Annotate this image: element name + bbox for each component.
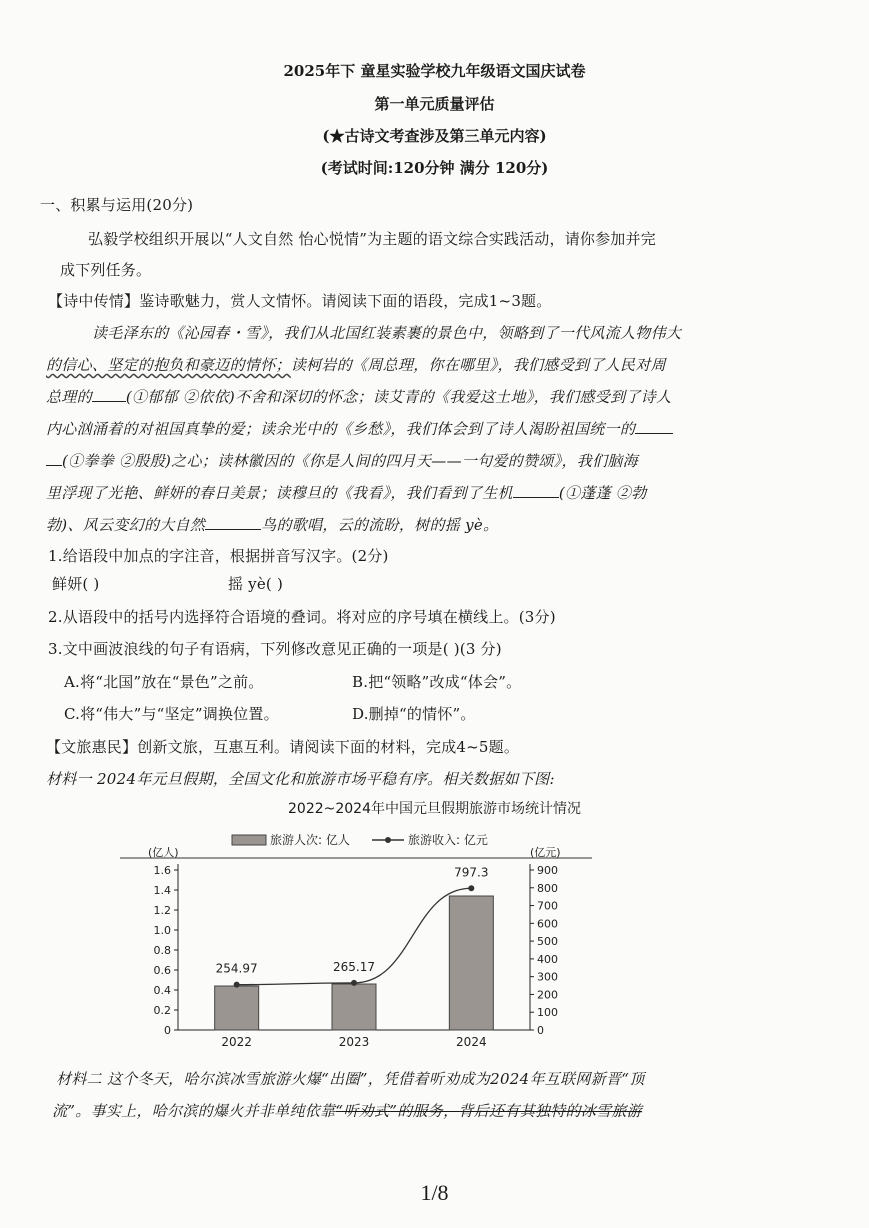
left-tick-label: 0.2 xyxy=(153,1004,171,1017)
legend-line-label: 旅游收入: 亿元 xyxy=(408,833,488,847)
right-tick-label: 400 xyxy=(537,952,558,966)
section1-heading: 一、积累与运用(20分) xyxy=(40,196,194,214)
question-2: 2.从语段中的括号内选择符合语境的叠词。将对应的序号填在横线上。(3分) xyxy=(48,608,556,626)
passage-line3-start: 总理的 xyxy=(46,388,92,406)
passage-line6 xyxy=(46,482,647,503)
blank-3[interactable] xyxy=(513,497,559,498)
revenue-data-label: 254.97 xyxy=(215,961,258,976)
blank-2b[interactable] xyxy=(46,465,62,466)
passage-line1: 读毛泽东的《沁园春・雪》，我们从北国红装素裹的景色中，领略到了一代风流人物伟大 xyxy=(92,324,682,342)
legend-line-marker xyxy=(385,837,391,843)
legend-bar-label: 旅游人次: 亿人 xyxy=(270,833,350,847)
category-label: 2022 xyxy=(221,1035,252,1049)
intro-line2: 成下列任务。 xyxy=(60,261,152,279)
task2-heading: 【文旅惠民】创新文旅，互惠互利。请阅读下面的材料，完成4~5题。 xyxy=(46,738,520,756)
right-tick-label: 100 xyxy=(537,1006,558,1020)
left-tick-label: 0.6 xyxy=(153,964,171,977)
passage-line2 xyxy=(46,354,666,375)
right-tick-label: 200 xyxy=(537,988,558,1002)
right-tick-label: 300 xyxy=(537,970,558,984)
revenue-point xyxy=(468,885,474,891)
question-1: 1.给语段中加点的字注音，根据拼音写汉字。(2分) xyxy=(48,547,389,565)
wavy-sentence: 的信心、坚定的抱负和豪迈的情怀； xyxy=(46,356,291,374)
legend-bar-swatch xyxy=(232,835,266,845)
option-d[interactable]: D.删掉“的情怀”。 xyxy=(352,705,476,723)
passage-line6-text: 里浮现了光艳、鲜妍的春日美景；读穆旦的《我看》，我们看到了生机 xyxy=(46,484,513,502)
category-label: 2023 xyxy=(338,1035,370,1049)
left-tick-label: 1.6 xyxy=(153,864,171,877)
option-a[interactable]: A.将“北国”放在“景色”之前。 xyxy=(64,673,264,691)
left-tick-label: 0 xyxy=(164,1024,171,1037)
material2-line1: 材料二 这个冬天，哈尔滨冰雪旅游火爆“出圈”，凭借着听劝成为2024年互联网新晋“顶 xyxy=(56,1070,645,1088)
passage-line3 xyxy=(46,386,671,407)
page-number: 1/8 xyxy=(420,1180,449,1205)
task1-heading: 【诗中传情】鉴诗歌魅力，赏人文情怀。请阅读下面的语段，完成1~3题。 xyxy=(48,292,552,310)
revenue-data-label: 797.3 xyxy=(454,865,489,880)
category-label: 2024 xyxy=(456,1035,487,1049)
bar-2024 xyxy=(449,896,493,1030)
passage-line2-rest: 读柯岩的《周总理，你在哪里》，我们感受到了人民对周 xyxy=(290,356,666,374)
right-tick-label: 600 xyxy=(537,917,558,931)
plot-area xyxy=(154,864,559,1049)
chart-legend xyxy=(232,832,488,847)
dash-line xyxy=(205,529,261,530)
exam-title: 2025年下 童星实验学校九年级语文国庆试卷 xyxy=(283,62,586,80)
revenue-data-label: 265.17 xyxy=(333,959,375,974)
blank-1[interactable] xyxy=(92,401,126,402)
left-tick-label: 0.4 xyxy=(153,984,171,997)
left-tick-label: 1.4 xyxy=(153,884,171,897)
revenue-point xyxy=(351,980,357,986)
right-axis-unit: (亿元) xyxy=(530,846,561,859)
exam-info: (考试时间:120分钟 满分 120分) xyxy=(320,159,549,177)
right-tick-label: 900 xyxy=(537,864,558,877)
bar-2023 xyxy=(332,984,376,1030)
blank-2a[interactable] xyxy=(635,433,673,434)
passage-line7 xyxy=(46,514,498,535)
passage-line4 xyxy=(46,418,673,439)
material2-line2 xyxy=(52,1100,642,1121)
intro-line1: 弘毅学校组织开展以“人文自然 怡心悦情”为主题的语文综合实践活动，请你参加并完 xyxy=(88,230,656,248)
left-tick-label: 0.8 xyxy=(153,944,171,957)
material2-line2-start: 流”。事实上，哈尔滨的爆火并非单纯依靠 xyxy=(52,1102,336,1120)
tourism-chart xyxy=(120,822,600,1052)
passage-line4-text: 内心汹涌着的对祖国真挚的爱；读余光中的《乡愁》，我们体会到了诗人渴盼祖国统一的 xyxy=(46,420,636,438)
q1-answer-a[interactable]: 鲜妍( ) xyxy=(52,575,100,593)
passage-line7-rest: 鸟的歌唱，云的流盼，树的摇 yè。 xyxy=(261,516,499,534)
bar-2022 xyxy=(215,986,259,1030)
right-tick-label: 700 xyxy=(537,899,558,913)
passage-line7-text: 勃)、风云变幻的大自然 xyxy=(46,516,206,534)
question-3: 3.文中画波浪线的句子有语病，下列修改意见正确的一项是( )(3 分) xyxy=(48,640,502,658)
revenue-point xyxy=(234,982,240,988)
option-b[interactable]: B.把“领略”改成“体会”。 xyxy=(352,673,522,691)
right-tick-label: 800 xyxy=(537,881,558,895)
passage-line5-text: (①拳拳 ②殷殷)之心；读林徽因的《你是人间的四月天——一句爱的赞颂》，我们脑海 xyxy=(62,452,638,470)
right-tick-label: 0 xyxy=(537,1024,544,1037)
right-tick-label: 500 xyxy=(537,935,558,949)
passage-line3-rest: (①郁郁 ②依依)不舍和深切的怀念；读艾青的《我爱这土地》，我们感受到了诗人 xyxy=(125,388,672,406)
material2-line2-struck: “听劝式”的服务，背后还有其独特的冰雪旅游 xyxy=(335,1102,643,1120)
left-axis-unit: (亿人) xyxy=(148,846,179,859)
left-tick-label: 1.2 xyxy=(153,904,171,917)
left-tick-label: 1.0 xyxy=(153,924,171,937)
q1-answer-b[interactable]: 摇 yè( ) xyxy=(228,575,283,593)
passage-line5 xyxy=(46,450,638,471)
chart-title: 2022~2024年中国元旦假期旅游市场统计情况 xyxy=(288,801,581,817)
exam-note: (★古诗文考查涉及第三单元内容) xyxy=(322,127,547,145)
exam-subtitle: 第一单元质量评估 xyxy=(374,95,495,113)
material1: 材料一 2024年元旦假期，全国文化和旅游市场平稳有序。相关数据如下图: xyxy=(46,770,555,788)
option-c[interactable]: C.将“伟大”与“坚定”调换位置。 xyxy=(64,705,279,723)
passage-line6-rest: (①蓬蓬 ②勃 xyxy=(558,484,647,502)
